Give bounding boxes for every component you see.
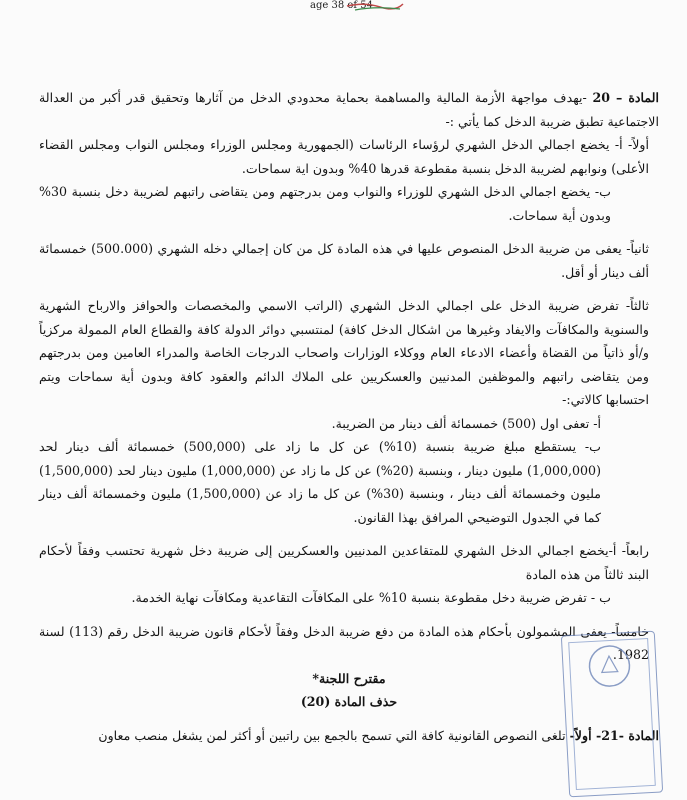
clause-1b: ب- يخضع اجمالي الدخل الشهري للوزراء والنواب ومن بدرجتهم ومن يتقاضى راتبهم لضريبة دخل بنسبة 30% وبدون أية سماحات. [39,184,611,223]
article-20-intro: المادة – 20 -يهدف مواجهة الأزمة المالية والمساهمة بحماية محدودي الدخل من آثارها وتحقيق قدر أكبر من العدالة الاجتماعية تطبق ضريبة الدخل كما يأتي :- [39,90,659,129]
clause-2: ثانياً- يعفى من ضريبة الدخل المنصوص عليها في هذه المادة كل من كان إجمالي دخله الشهري (500.000) خمسمائة ألف دينار أو أقل. [39,241,649,280]
article-21: المادة -21- أولاً- تلغى النصوص القانونية كافة التي تسمح بالجمع بين راتبين أو أكثر لمن يشغل منصب معاون [98,727,659,743]
clause-4a: رابعاً- أ-يخضع اجمالي الدخل الشهري للمتقاعدين المدنيين والعسكريين إلى ضريبة دخل شهرية تحتسب وفقاً لأحكام البند ثالثاً من هذه المادة [39,543,649,582]
clause-4b: ب - تفرض ضريبة دخل مقطوعة بنسبة 10% على المكافآت التقاعدية ومكافآت نهاية الخدمة. [131,590,611,605]
clause-5: خامساً- يعفى المشمولون بأحكام هذه المادة من دفع ضريبة الدخل وفقاً لأحكام قانون ضريبة الدخل رقم (113) لسنة 1982. [39,623,649,662]
clause-3b: ب- يستقطع مبلغ ضريبة بنسبة (10%) عن كل ما زاد على (500,000) خمسمائة ألف دينار لحد (1,000,000) مليون دينار ، وبنسبة (20%) عن كل ما زاد عن (1,000,000) مليون دينار لحد (1,500,000) مليون وخمسمائة ألف دينار ، وبنسبة (30%) عن كل ما زاد عن (1,500,000) مليون وخمسمائة ألف دينار كما في الجدول التوضيحي المرافق بهذا القانون. [39,439,601,525]
clause-1a: أولاً- أ- يخضع اجمالي الدخل الشهري لرؤساء الرئاسات (الجمهورية ومجلس الوزراء ومجلس النواب ومجلس القضاء الأعلى) ونوابهم لضريبة الدخل بنسبة مقطوعة قدرها 40% وبدون اية سماحات. [39,137,649,176]
committee-stamp [561,631,663,798]
committee-proposal: مقترح اللجنة* [312,670,386,686]
clause-3a: أ- تعفى اول (500) خمسمائة ألف دينار من الضريبة. [331,415,601,431]
emblem-icon [586,643,632,689]
clause-3: ثالثاً- تفرض ضريبة الدخل على اجمالي الدخل الشهري (الراتب الاسمي والمخصصات والحوافز والارباح الشهرية والسنوية والمكافآت والايفاد وغيرها من اشكال الدخل كافة) لمنتسبي دوائر الدولة كافة والقطاع العام الممولة مركزياً و/أو ذاتياً من القضاة وأعضاء الادعاء العام ووكلاء الوزارات واصحاب الدرجات الخاصة والمدراء العامين ومن بدرجتهم ومن يتقاضى راتبهم والموظفين المدنيين والعسكريين على الملاك الدائم والعقود كافة وبدون أية سماحات ويتم احتسابها كالاتي:- [39,298,649,407]
header-scribble [345,0,405,12]
committee-delete: حذف المادة (20) [300,694,398,709]
page-number: age 38 of 54 [310,0,373,11]
